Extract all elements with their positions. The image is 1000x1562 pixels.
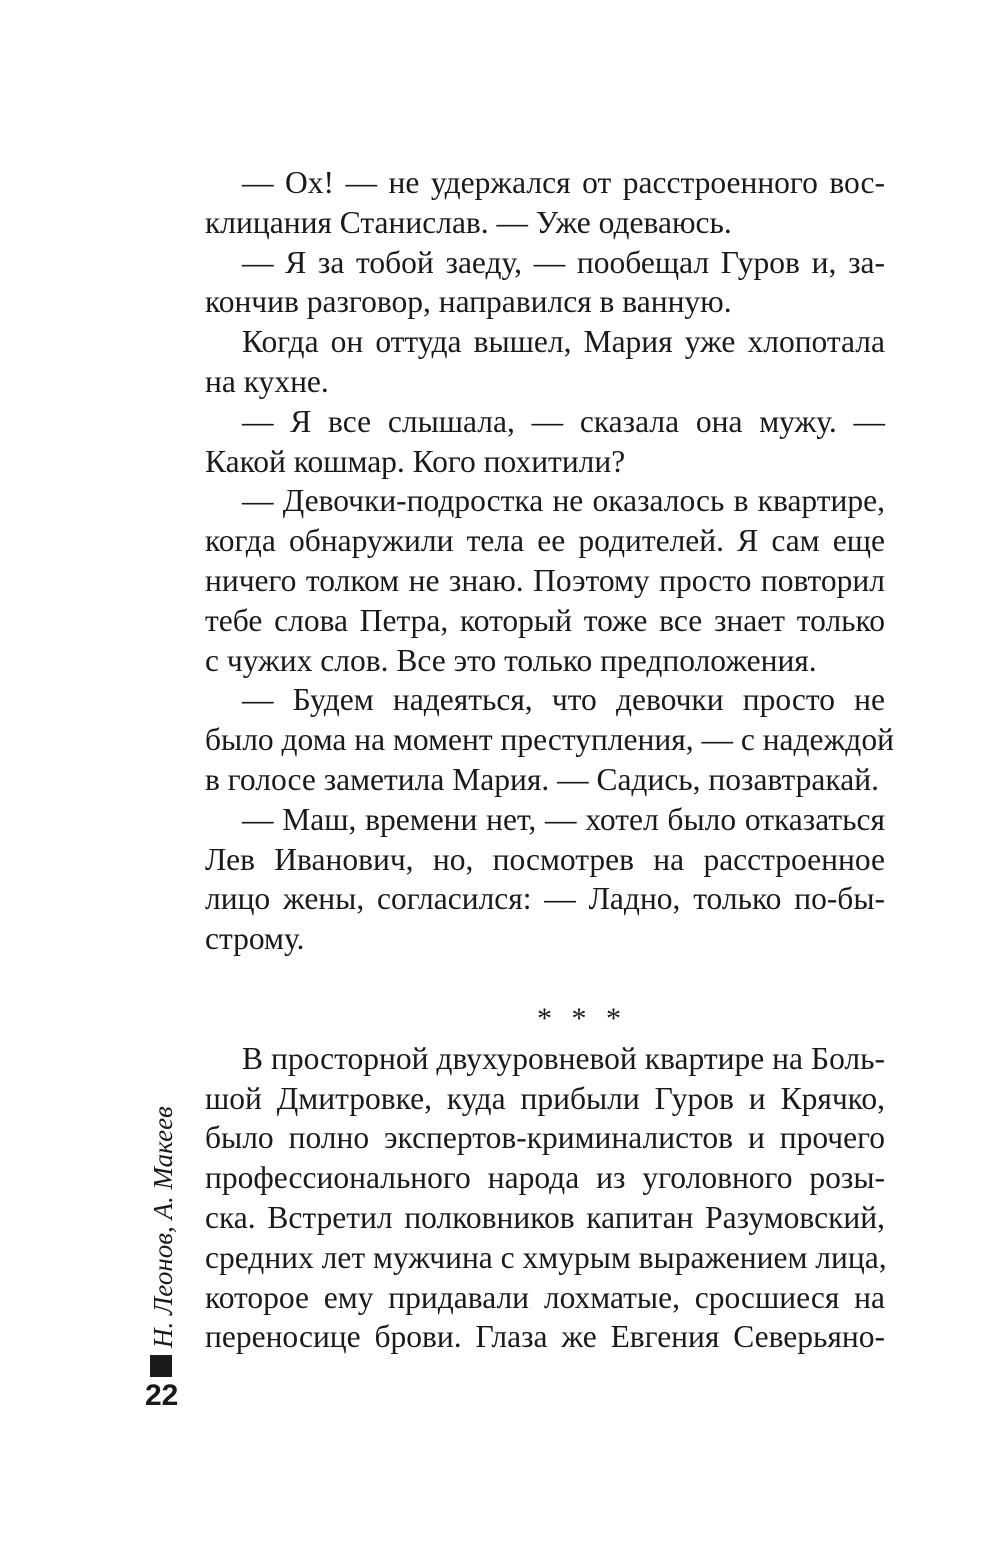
text-line: которое ему придавали лохматые, сросшиеся на	[205, 1279, 885, 1315]
page-number: 22	[145, 1379, 179, 1412]
text-line: В просторной двухуровневой квартире на Боль-	[242, 1040, 885, 1076]
text-line: — Будем надеяться, что девочки просто не	[242, 682, 885, 718]
text-line: тебе слова Петра, который тоже все знает только	[205, 602, 885, 638]
scene-break: * * *	[537, 1001, 627, 1035]
text-line: Лев Иванович, но, посмотрев на расстроенное	[205, 841, 885, 877]
text-line: строму.	[205, 921, 305, 957]
text-line: средних лет мужчина с хмурым выражением лица,	[205, 1239, 887, 1275]
text-line: — Ох! — не удержался от расстроенного вос-	[242, 165, 885, 200]
text-block-after-break	[205, 1039, 885, 1357]
text-line: — Я за тобой заеду, — пообещал Гуров и, за-	[242, 244, 885, 280]
text-line: ничего толком не знаю. Поэтому просто повторил	[205, 562, 885, 598]
text-line: клицания Станислав. — Уже одеваюсь.	[205, 204, 732, 240]
text-block-before-break	[205, 163, 894, 959]
text-line: Какой кошмар. Кого похитили?	[205, 443, 626, 479]
text-line: было дома на момент преступления, — с надеждой	[205, 722, 894, 758]
text-line: когда обнаружили тела ее родителей. Я сам еще	[205, 523, 885, 559]
text-line: на кухне.	[205, 363, 329, 399]
square-marker-icon	[150, 1355, 172, 1377]
text-line: кончив разговор, направился в ванную.	[205, 284, 732, 320]
running-head-authors: Н. Леонов, А. Макеев	[148, 1106, 178, 1348]
page-body	[205, 163, 894, 1357]
text-line: лицо жены, согласился: — Ладно, только по-бы-	[205, 881, 885, 917]
text-line: — Я все слышала, — сказала она мужу. —	[242, 403, 885, 439]
text-line: переносице брови. Глаза же Евгения Северьяно-	[205, 1319, 885, 1355]
text-line: с чужих слов. Все это только предположения.	[205, 642, 817, 678]
text-line: профессионального народа из уголовного розы-	[205, 1160, 885, 1196]
text-line: было полно экспертов-криминалистов и прочего	[205, 1120, 885, 1156]
text-line: — Маш, времени нет, — хотел было отказаться	[242, 801, 885, 837]
text-line: в голосе заметила Мария. — Садись, позавтракай.	[205, 761, 879, 797]
running-head-sidebar	[146, 1078, 180, 1388]
text-line: — Девочки-подростка не оказалось в квартире,	[242, 483, 885, 519]
text-line: ска. Встретил полковников капитан Разумовский,	[205, 1199, 885, 1235]
text-line: Когда он оттуда вышел, Мария уже хлопотала	[242, 324, 885, 360]
text-line: шой Дмитровке, куда прибыли Гуров и Крячко,	[205, 1080, 885, 1116]
